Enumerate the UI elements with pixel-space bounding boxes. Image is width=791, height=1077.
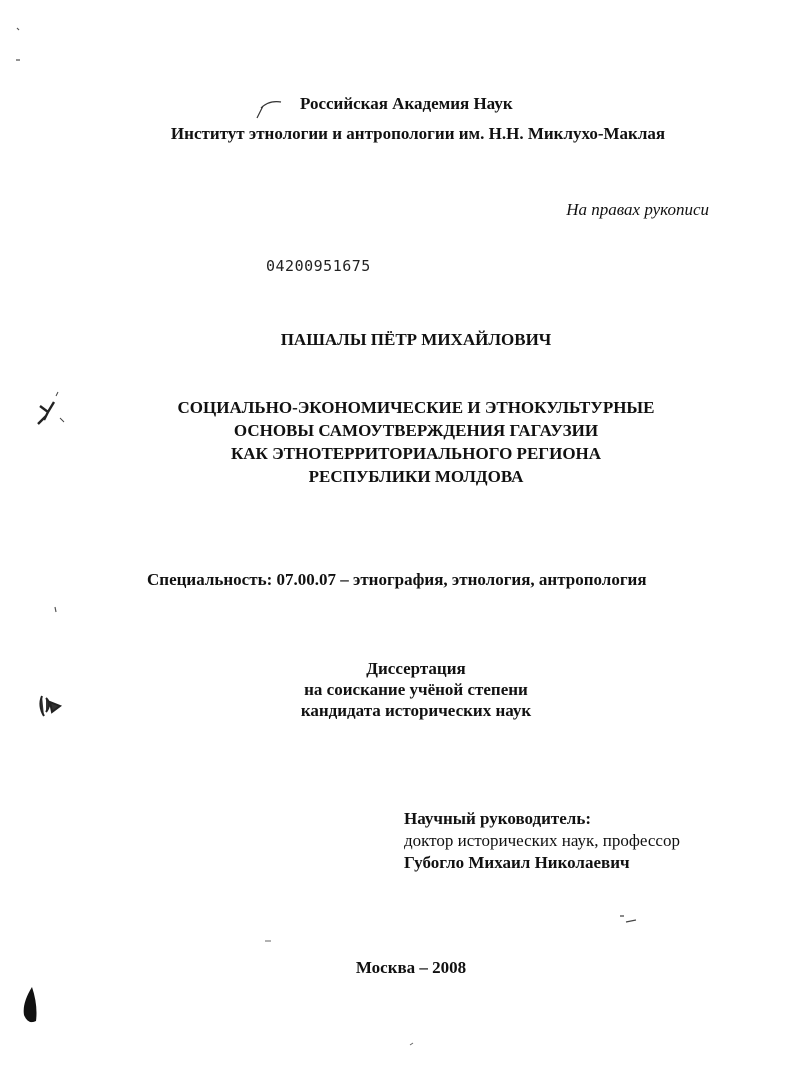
scan-speck-bottom [408, 1040, 416, 1048]
thesis-line: на соискание учёной степени [304, 680, 528, 699]
scan-speck-top-left [14, 24, 26, 64]
scan-speck-small [264, 938, 274, 944]
dissertation-title [0, 396, 791, 488]
title-line: СОЦИАЛЬНО-ЭКОНОМИЧЕСКИЕ И ЭТНОКУЛЬТУРНЫЕ [177, 398, 655, 417]
thesis-description [0, 658, 791, 721]
specialty-line: Специальность: 07.00.07 – этнография, этнология, антропология [147, 570, 647, 589]
thesis-line: кандидата исторических наук [300, 701, 532, 720]
scan-blot-bottom-left [18, 985, 42, 1027]
advisor-degree: доктор исторических наук, профессор [404, 831, 680, 850]
advisor-block [404, 808, 680, 874]
scan-speck-left-2 [52, 605, 60, 615]
author-name: ПАШАЛЫ ПЁТР МИХАЙЛОВИЧ [280, 330, 552, 349]
thesis-line: Диссертация [366, 659, 466, 678]
catalog-number: 04200951675 [266, 257, 371, 275]
pen-mark-icon [255, 96, 285, 120]
academy-name: Российская Академия Наук [300, 94, 513, 113]
title-line: КАК ЭТНОТЕРРИТОРИАЛЬНОГО РЕГИОНА [230, 444, 602, 463]
title-line: РЕСПУБЛИКИ МОЛДОВА [308, 467, 524, 486]
institute-name: Институт этнологии и антропологии им. Н.Н. Миклухо-Маклая [170, 124, 666, 143]
title-line: ОСНОВЫ САМОУТВЕРЖДЕНИЯ ГАГАУЗИИ [233, 421, 599, 440]
advisor-name: Губогло Михаил Николаевич [404, 853, 630, 872]
place-year: Москва – 2008 [355, 958, 467, 977]
manuscript-note: На правах рукописи [566, 200, 709, 219]
advisor-heading: Научный руководитель: [404, 809, 591, 828]
scan-speck-right [618, 912, 640, 928]
